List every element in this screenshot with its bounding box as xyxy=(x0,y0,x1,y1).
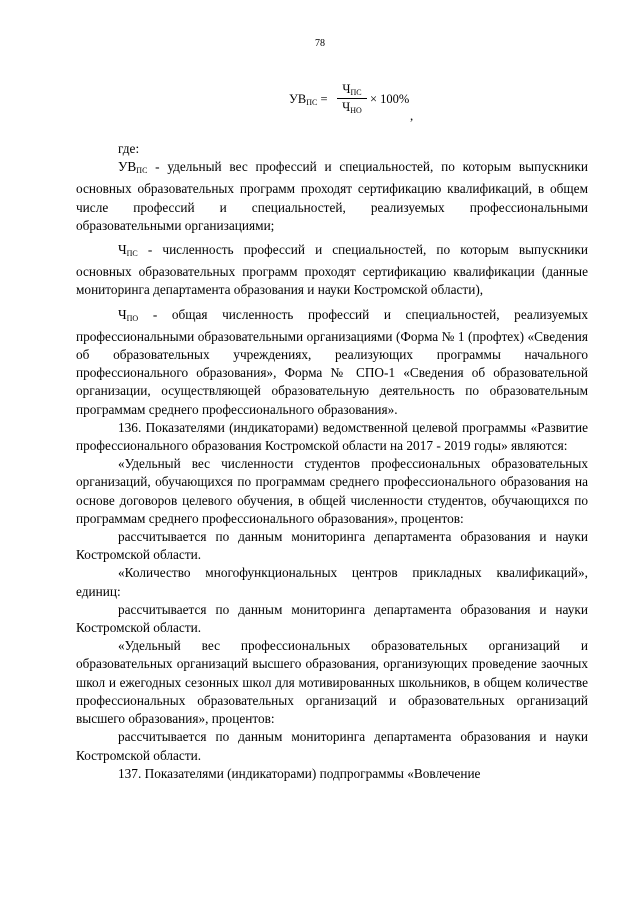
definition-ch-po: $Ч_{ПО}$ - общая численность профессий и специальностей, реализуемых профессиональными образовательными организациями (Форма № 1 (профтех) «Сведения об образовательных учреждениях, реализующих программы начального профессионального образования», Форма № СПО-1 «Сведения об образовательной организации, осуществляющей образовательную деятельность по образовательным программам среднего профессионального образования». xyxy=(76,306,588,417)
definition-term: $Ч_{ПС}$ xyxy=(118,242,138,259)
formula-trailing-comma: , xyxy=(410,108,414,123)
definition-ch-ps: $Ч_{ПС}$ - численность профессий и специальностей, по которым выпускники основных образовательных программ проходят сертификацию квалификации (данные мониторинга департамента образования и науки Костромской области), xyxy=(76,242,588,298)
document-body xyxy=(76,140,588,783)
definition-uv: $УВ_{ПС}$ - удельный вес профессий и специальностей, по которым выпускники основных образовательных программ проходят сертификацию квалификаций, в общем числе профессий и специальностей, реализуемых профессиональными образовательными организациями; xyxy=(76,159,588,233)
indicator-schools-share: «Удельный вес профессиональных образовательных организаций и образовательных организаций высшего образования, организующих проведение заочных школ и ежегодных сезонных школ для мотивированных школьников, в общем количестве профессиональных образовательных организаций и образовательных организаций высшего образования», процентов: xyxy=(76,638,588,727)
paragraph-136: 136. Показателями (индикаторами) ведомственной целевой программы «Развитие профессионального образования Костромской области на 2017 - 2019 годы» являются: xyxy=(76,419,588,454)
calculation-note: рассчитывается по данным мониторинга департамента образования и науки Костромской области. xyxy=(76,729,588,763)
formula-multiplier: × 100% xyxy=(370,92,410,106)
indicator-mfc-count: «Количество многофункциональных центров прикладных квалификаций», единиц: xyxy=(76,565,588,599)
formula-numerator: $Ч_{ПС}$ xyxy=(337,82,367,99)
formula-denominator: $Ч_{НО}$ xyxy=(342,100,362,115)
paragraph-137: 137. Показателями (индикаторами) подпрограммы «Вовлечение xyxy=(118,765,481,781)
page-number: 78 xyxy=(315,38,325,49)
definition-term: $Ч_{ПО}$ xyxy=(118,306,139,323)
formula-lhs: $УВ_{ПС}$ = xyxy=(289,92,328,107)
formula-fraction xyxy=(337,82,367,115)
indicator-target-training: «Удельный вес численности студентов профессиональных образовательных организаций, обучающихся по программам среднего профессионального образования на основе договоров целевого обучения, в общей численности студентов, обучающихся по программам среднего профессионального образования», процентов: xyxy=(76,456,588,526)
definition-term: $УВ_{ПС}$ xyxy=(118,159,148,176)
where-label: где: xyxy=(118,141,140,156)
calculation-note: рассчитывается по данным мониторинга департамента образования и науки Костромской области. xyxy=(76,529,588,563)
calculation-note: рассчитывается по данным мониторинга департамента образования и науки Костромской области. xyxy=(76,601,588,636)
